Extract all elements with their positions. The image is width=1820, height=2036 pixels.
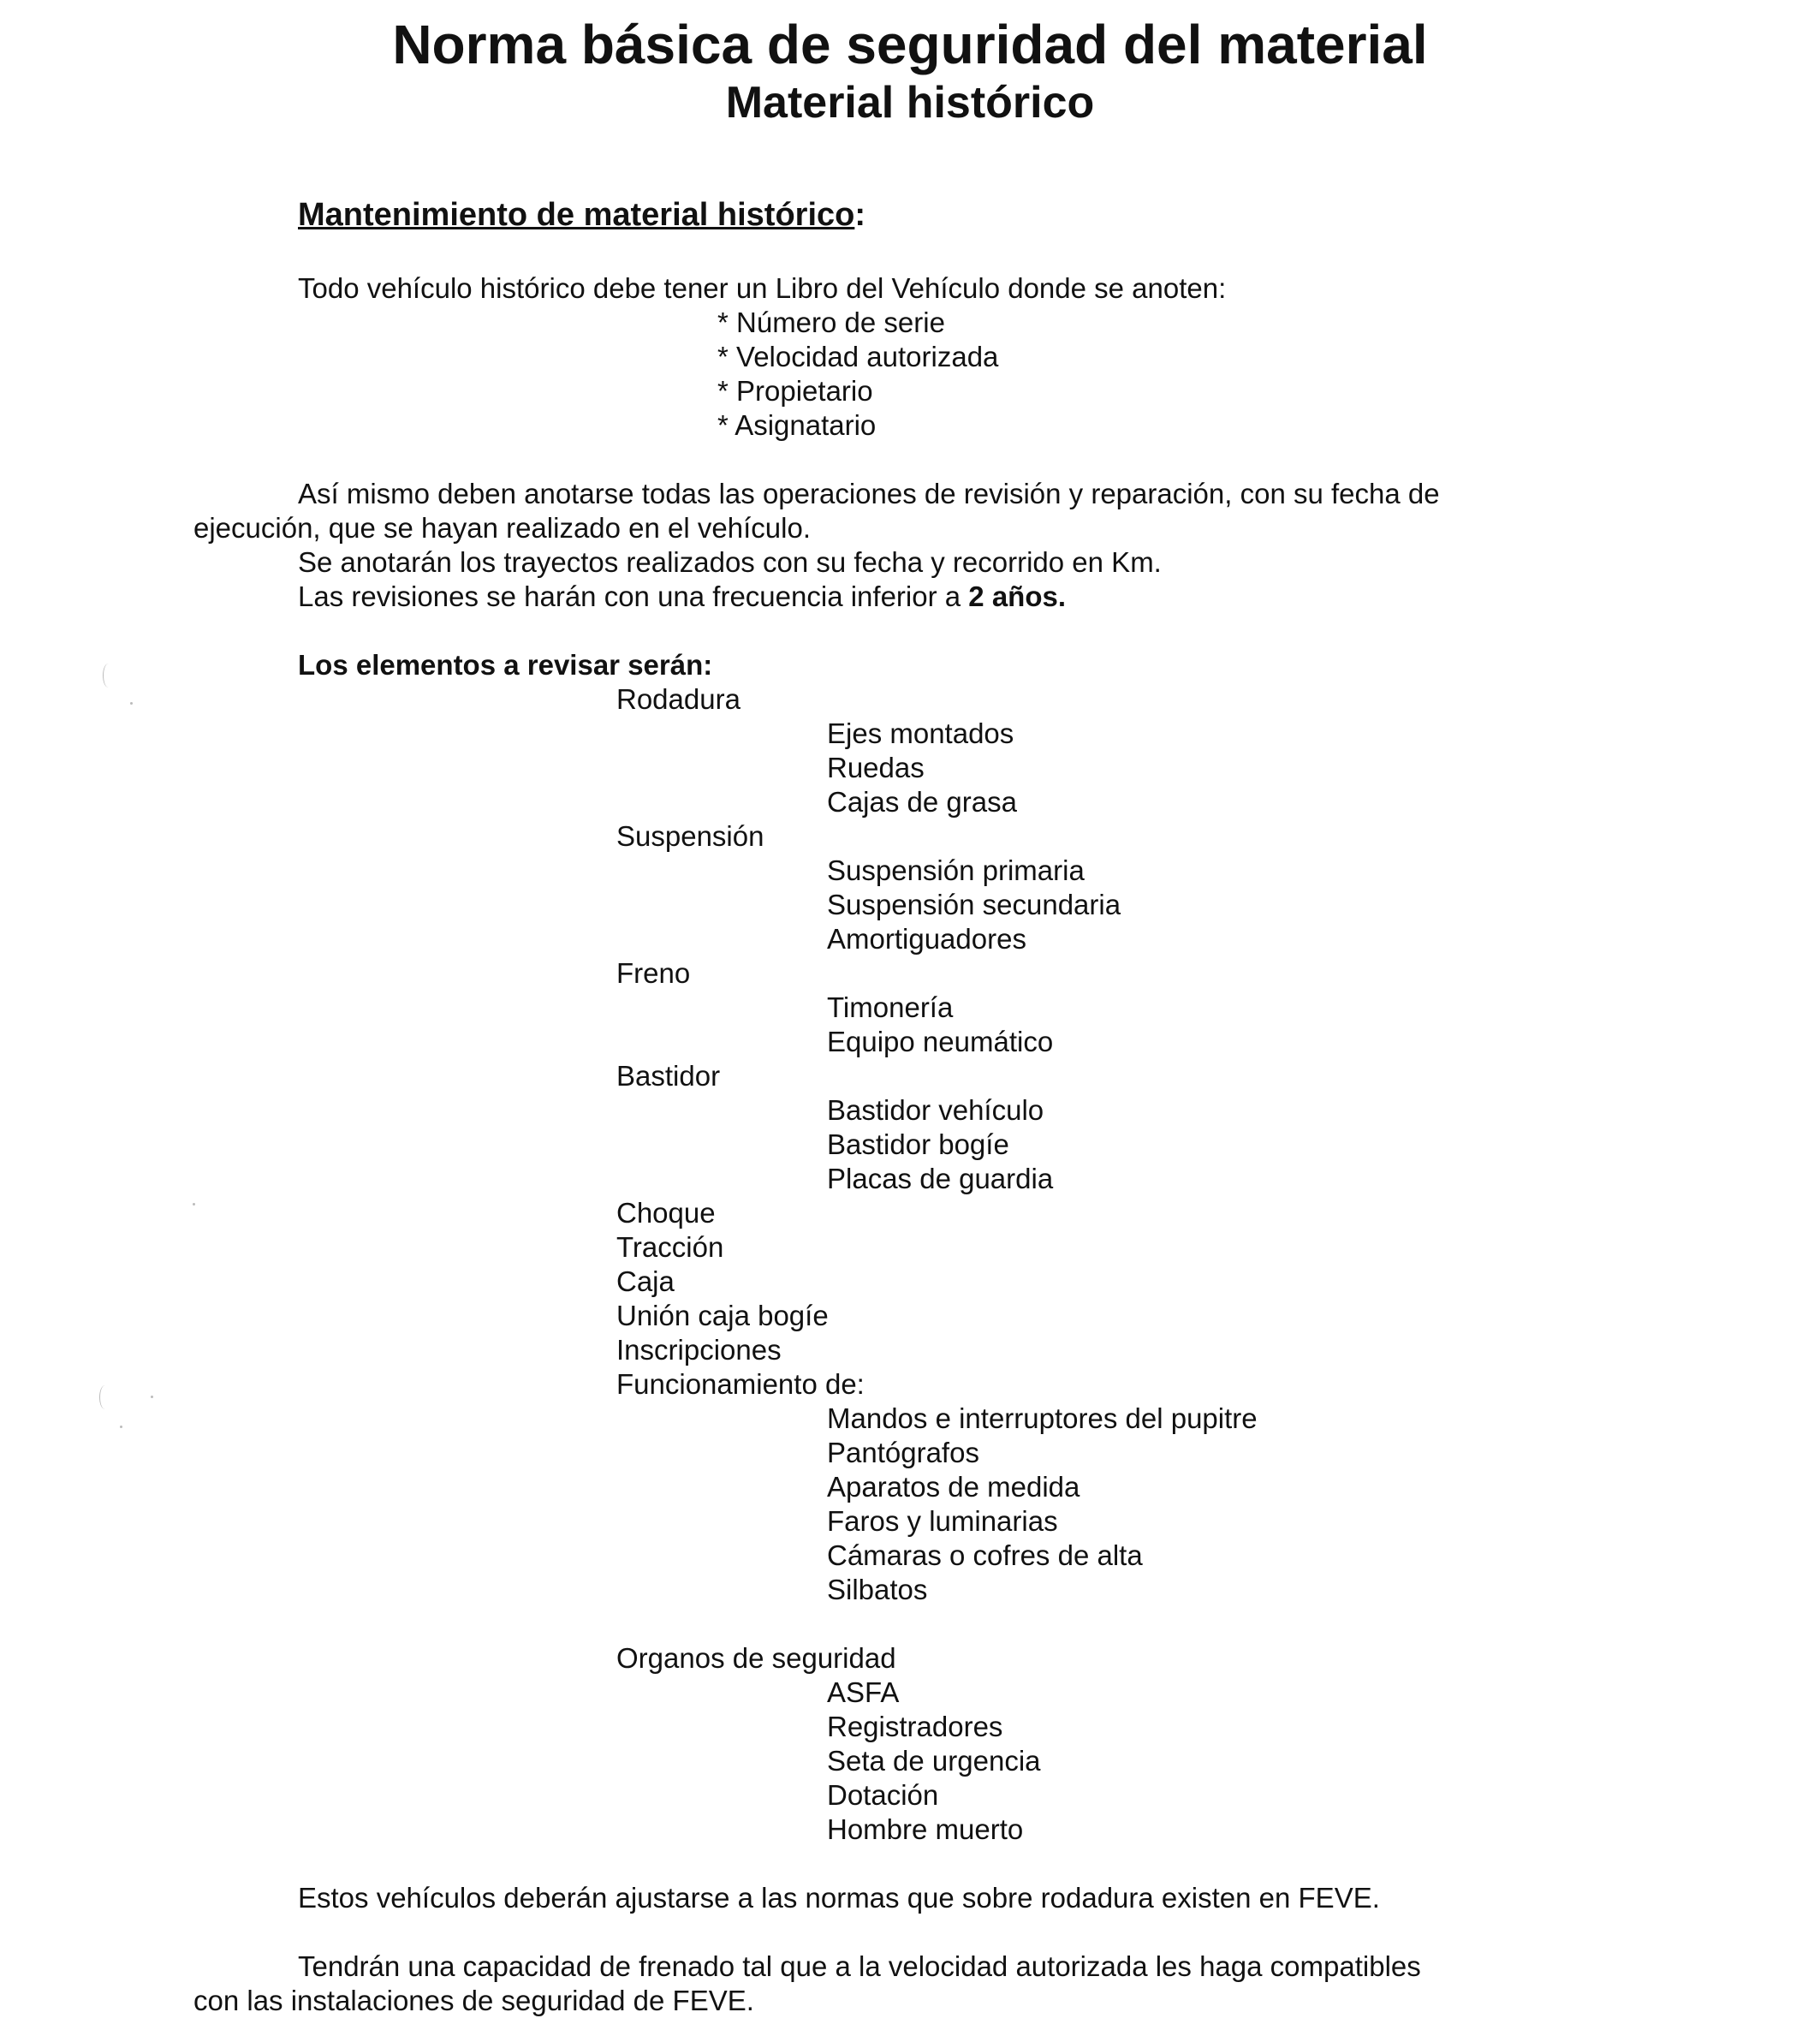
scan-speck: [151, 1396, 153, 1398]
elements-heading: Los elementos a revisar serán:: [298, 649, 713, 681]
category-label: Organos de seguridad: [616, 1642, 896, 1674]
category-item: ASFA: [827, 1676, 900, 1708]
category-item: Aparatos de medida: [827, 1471, 1080, 1503]
document-subtitle: Material histórico: [725, 78, 1095, 128]
closing-paragraph-braking-line1: Tendrán una capacidad de frenado tal que a la velocidad autorizada les haga compatibles: [298, 1950, 1421, 1982]
category-item: Ruedas: [827, 752, 925, 783]
paragraph-frequency: [298, 582, 1066, 610]
category-label: Funcionamiento de:: [616, 1368, 865, 1400]
category-item: Placas de guardia: [827, 1163, 1054, 1194]
paragraph-trips: Se anotarán los trayectos realizados con su fecha y recorrido en Km.: [298, 546, 1162, 578]
scan-speck: [130, 702, 133, 705]
category-label: Rodadura: [616, 683, 740, 715]
category-item: Dotación: [827, 1779, 939, 1811]
category-item: Amortiguadores: [827, 923, 1026, 955]
section-heading-text: Mantenimiento de material histórico: [298, 197, 855, 233]
category-item: Mandos e interruptores del pupitre: [827, 1402, 1258, 1434]
category-item: Bastidor bogíe: [827, 1128, 1009, 1160]
category-item: Hombre muerto: [827, 1813, 1024, 1845]
category-item: Cajas de grasa: [827, 786, 1017, 818]
category-item: Bastidor vehículo: [827, 1094, 1044, 1126]
scan-speck: [193, 1203, 195, 1206]
category-item: Silbatos: [827, 1574, 928, 1605]
document-title: Norma básica de seguridad del material: [392, 14, 1428, 75]
category-item: Registradores: [827, 1711, 1003, 1742]
closing-paragraph-braking-line2: con las instalaciones de seguridad de FEVE.: [193, 1985, 754, 2016]
category-item: Suspensión secundaria: [827, 889, 1121, 920]
category-label: Tracción: [616, 1231, 724, 1263]
category-label: Unión caja bogíe: [616, 1300, 829, 1331]
category-label: Freno: [616, 957, 691, 989]
section-heading: [298, 199, 865, 231]
category-label: Inscripciones: [616, 1334, 782, 1366]
paragraph-operations-line1: Así mismo deben anotarse todas las operaciones de revisión y reparación, con su fecha de: [298, 478, 1440, 509]
book-field-item: * Número de serie: [717, 307, 945, 338]
category-label: Choque: [616, 1197, 716, 1229]
category-item: Faros y luminarias: [827, 1505, 1058, 1537]
paragraph-operations-line2: ejecución, que se hayan realizado en el vehículo.: [193, 512, 811, 544]
category-item: Suspensión primaria: [827, 854, 1085, 886]
category-item: Pantógrafos: [827, 1437, 979, 1468]
category-item: Cámaras o cofres de alta: [827, 1539, 1143, 1571]
scan-speck: [103, 664, 114, 688]
intro-paragraph: Todo vehículo histórico debe tener un Libro del Vehículo donde se anoten:: [298, 272, 1227, 304]
frequency-text: Las revisiones se harán con una frecuencia inferior a: [298, 580, 969, 612]
category-label: Suspensión: [616, 820, 764, 852]
category-label: Caja: [616, 1265, 675, 1297]
category-item: Seta de urgencia: [827, 1745, 1041, 1777]
category-item: Timonería: [827, 991, 954, 1023]
book-field-item: * Propietario: [717, 375, 873, 407]
scan-speck: [120, 1426, 122, 1428]
scan-speck: [99, 1385, 110, 1409]
category-item: Ejes montados: [827, 717, 1014, 749]
frequency-value: 2 años.: [968, 580, 1067, 612]
book-field-item: * Asignatario: [717, 409, 877, 441]
category-label: Bastidor: [616, 1060, 721, 1092]
book-field-item: * Velocidad autorizada: [717, 341, 999, 372]
category-item: Equipo neumático: [827, 1026, 1054, 1057]
closing-paragraph-rolling: Estos vehículos deberán ajustarse a las normas que sobre rodadura existen en FEVE.: [298, 1882, 1380, 1914]
section-heading-colon: :: [854, 197, 865, 233]
